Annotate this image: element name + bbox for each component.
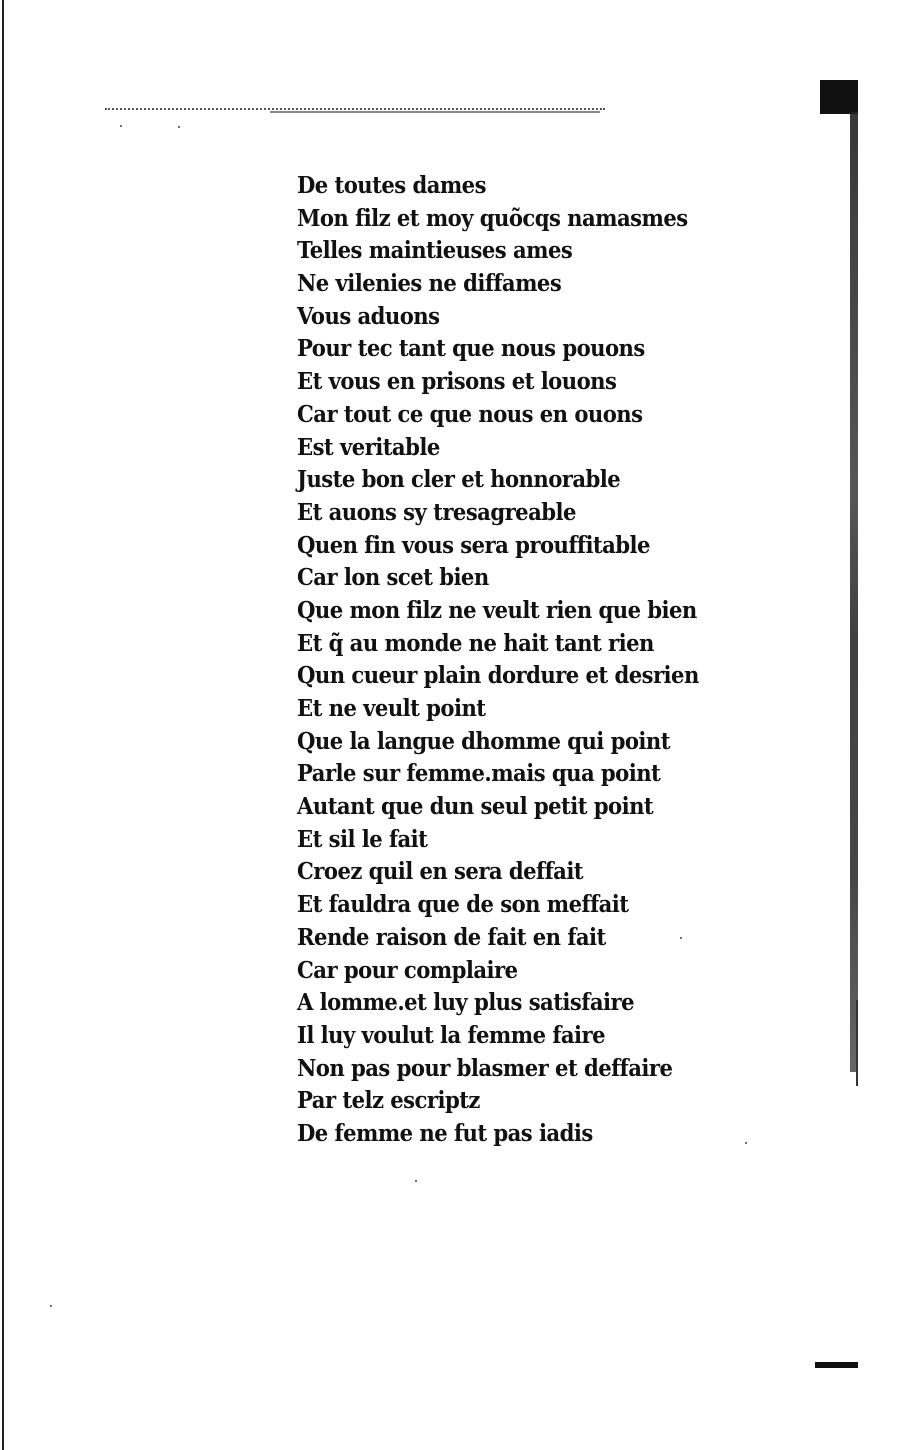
verse-line: De femme ne fut pas iadis bbox=[297, 1119, 593, 1147]
verse-line: Mon filz et moy quõcqs namasmes bbox=[297, 204, 688, 232]
verse-line: Car lon scet bien bbox=[297, 564, 489, 592]
verse-line: Est veritable bbox=[297, 433, 440, 461]
right-edge-line bbox=[856, 1000, 858, 1086]
verse-line: Autant que dun seul petit point bbox=[297, 793, 654, 821]
verse-line: Rende raison de fait en fait bbox=[297, 923, 606, 951]
verse-line: Pour tec tant que nous pouons bbox=[297, 335, 645, 363]
scan-speck bbox=[120, 125, 122, 127]
verse-line: Car pour complaire bbox=[297, 956, 518, 984]
verse-line: A lomme.et luy plus satisfaire bbox=[297, 989, 634, 1017]
verse-line: Il luy voulut la femme faire bbox=[297, 1021, 606, 1049]
verse-line: Vous aduons bbox=[297, 302, 440, 330]
scan-speck bbox=[415, 1180, 417, 1182]
verse-line: Et ne veult point bbox=[297, 695, 486, 722]
top-dotted-rule bbox=[105, 108, 605, 110]
verse-line: Et auons sy tresagreable bbox=[297, 498, 576, 526]
verse-line: Et q̃ au monde ne hait tant rien bbox=[297, 629, 654, 657]
verse-line: Quen fin vous sera prouffitable bbox=[297, 531, 650, 559]
verse-line: Juste bon cler et honnorable bbox=[297, 466, 621, 494]
verse-line: Non pas pour blasmer et deffaire bbox=[297, 1054, 673, 1082]
right-binding-edge bbox=[850, 112, 858, 1072]
verse-line: Parle sur femme.mais qua point bbox=[297, 760, 661, 788]
verse-line: Car tout ce que nous en ouons bbox=[297, 400, 643, 428]
verse-line: Qun cueur plain dordure et desrien bbox=[297, 662, 699, 690]
verse-line: Que la langue dhomme qui point bbox=[297, 727, 670, 755]
bottom-margin-mark bbox=[815, 1362, 858, 1368]
scan-speck bbox=[50, 1305, 52, 1307]
verse-line: Croez quil en sera deffait bbox=[297, 858, 584, 886]
page-left-edge bbox=[2, 0, 4, 1450]
verse-line: Et sil le fait bbox=[297, 825, 428, 853]
verse-line: Et vous en prisons et louons bbox=[297, 368, 617, 396]
scan-speck bbox=[178, 126, 180, 128]
top-rule bbox=[270, 111, 600, 113]
verse-text bbox=[297, 170, 757, 1151]
verse-line: Par telz escriptz bbox=[297, 1087, 480, 1115]
verse-line: De toutes dames bbox=[297, 172, 486, 199]
verse-line: Que mon filz ne veult rien que bien bbox=[297, 596, 697, 624]
margin-black-mark bbox=[820, 80, 858, 114]
verse-line: Telles maintieuses ames bbox=[297, 237, 573, 265]
verse-line: Et fauldra que de son meffait bbox=[297, 891, 629, 919]
verse-line: Ne vilenies ne diffames bbox=[297, 270, 562, 298]
